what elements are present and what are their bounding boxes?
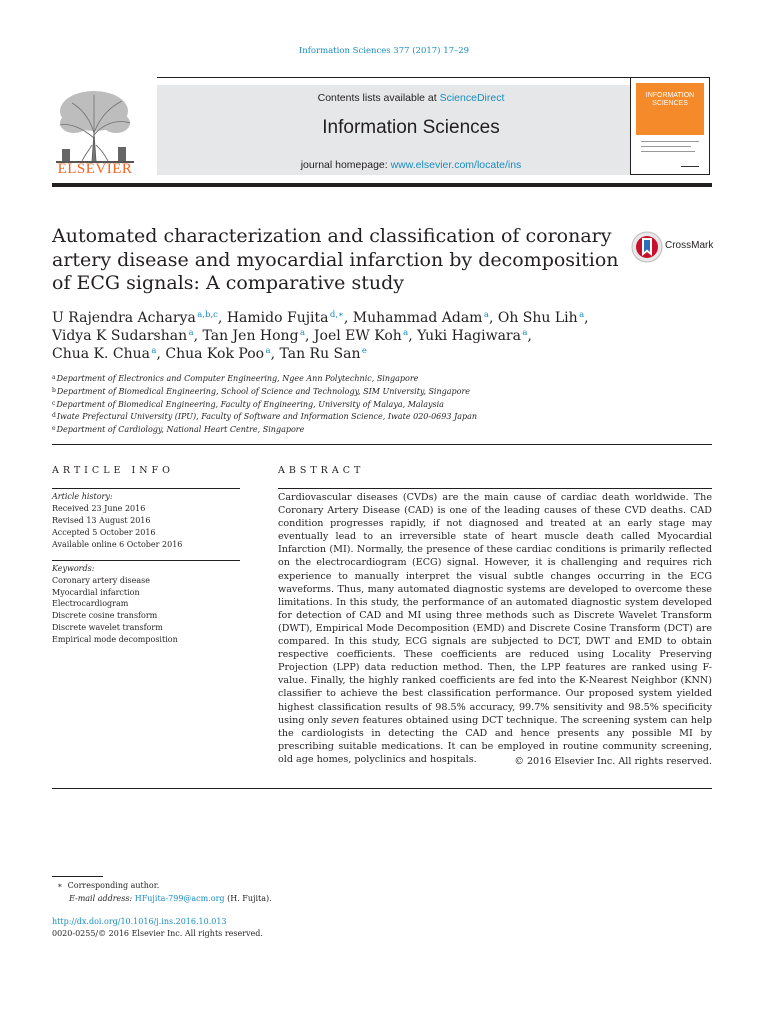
issn-copyright: 0020-0255/© 2016 Elsevier Inc. All rights reserved. [52,929,263,938]
article-info-rule [52,560,240,561]
homepage-line [157,159,665,171]
affiliation [52,385,712,398]
keyword: Myocardial infarction [52,587,140,597]
author-name: Vidya K Sudarshan [52,328,188,344]
author-name: Oh Shu Lih [497,310,578,326]
author-affiliation-mark[interactable]: d,∗ [329,310,344,320]
abstract-text-part: Cardiovascular diseases (CVDs) are the main cause of cardiac death worldwide. The Coronary Artery Disease (CAD) is one of the leading causes of these CVD deaths. CAD condition progresses rapidly, if not diagnosed and treated at an early stage may eventually lead to an irreversible state of heart muscle death called Myocardial Infarction (MI). Normally, the presence of these cardiac conditions is primarily reflected on the electrocardiogram (ECG) signal. However, it is challenging and requires rich experience to manually interpret the visual subtle changes occurring in the ECG waveforms. Thus, many automated diagnostic systems are developed to overcome these limitations. In this study, the performance of an automated diagnostic system developed for detection of CAD and MI using three methods such as Discrete Wavelet Transform (DWT), Empirical Mode Decomposition (EMD) and Discrete Cosine Transform (DCT) are compared. In this study, ECG signals are subjected to DCT, DWT and EMD to obtain respective coefficients. These coefficients are reduced using Locality Preserving Projection (LPP) data reduction method. Then, the LPP features are ranked using F-value. Finally, the highly ranked coefficients are fed into the K-Nearest Neighbor (KNN) classifier to achieve the best classification performance. Our proposed system yielded highest classification results of 98.5% accuracy, 99.7% sensitivity and 98.5% specificity using only [278,492,712,726]
article-info-heading: ARTICLE INFO [52,465,174,476]
author-affiliation-mark[interactable]: a [151,346,157,356]
author-name: Hamido Fujita [226,310,329,326]
section-divider [52,788,712,789]
author [52,346,156,362]
cover-title-line1: INFORMATION [645,92,695,99]
corresponding-text: Corresponding author. [67,881,160,890]
affiliation [52,398,712,411]
keyword: Discrete wavelet transform [52,622,163,632]
author-name: Muhammad Adam [352,310,483,326]
history-item: Received 23 June 2016 [52,504,146,513]
affiliation-text: Iwate Prefectural University (IPU), Faculty of Software and Information Science, Iwate 020-0693 Japan [56,412,478,422]
affiliation [52,372,712,385]
masthead-box [157,85,665,175]
author-name: Yuki Hagiwara [417,328,521,344]
journal-title: Information Sciences [322,117,500,138]
history-item: Accepted 5 October 2016 [52,528,156,537]
keywords-list [52,563,240,646]
corresponding-mark: ∗ [57,881,63,890]
author [498,310,584,326]
masthead-top-rule [157,77,665,78]
cover-title [636,92,704,108]
cover-title-line2: SCIENCES [652,100,688,107]
corresponding-author-note [52,880,552,893]
author [417,328,527,344]
history-item: Revised 13 August 2016 [52,516,151,525]
journal-reference[interactable]: Information Sciences 377 (2017) 17–29 [298,46,470,56]
author-list: U Rajendra Acharya $^{a,b,c}$, Hamido Fujita $^{d,∗}$, Muhammad Adam $^a$, Oh Shu Lih $^a$, Vidya K Sudarshan $^a$, Tan Jen Hong $^a$, Joel EW Koh $^a$, Yuki Hagiwara $^a$, Chua K. Chua $^a$, Chua Kok Poo $^a$, Tan Ru San $^e$ [52,310,589,362]
masthead-bottom-rule [52,183,712,187]
affiliation-mark: b [52,386,56,394]
author-affiliation-mark[interactable]: a [299,328,306,338]
doi-block [52,916,552,940]
abstract-body [278,491,712,766]
paper-title: Automated characterization and classification of coronary artery disease and myocardial infarction by decomposition of ECG signals: A comparative study [52,225,619,294]
crossmark-badge[interactable] [631,231,713,263]
email-link[interactable]: HFujita-799@acm.org [134,893,225,903]
author-affiliation-mark[interactable]: a [483,310,489,320]
affiliation-text: Department of Biomedical Engineering, School of Science and Technology, SIM University, Singapore [56,386,471,396]
keyword: Discrete cosine transform [52,611,158,621]
cover-text-line [641,146,691,147]
affiliation-mark: a [52,374,56,381]
author-name: Tan Jen Hong [202,328,299,344]
journal-cover-thumbnail[interactable] [630,77,710,175]
author [52,328,194,344]
affiliation [52,423,712,436]
affiliation-mark: d [52,412,56,420]
author-name: Joel EW Koh [313,328,402,344]
cover-orange-band [636,83,704,135]
abstract-heading: ABSTRACT [278,465,365,476]
article-info-rule [52,488,240,489]
journal-homepage-link[interactable]: www.elsevier.com/locate/ins [390,159,522,171]
doi-link[interactable]: http://dx.doi.org/10.1016/j.ins.2016.10.013 [52,917,227,926]
author-name: Tan Ru San [279,346,361,362]
author [279,346,366,362]
cover-text-line [641,141,699,142]
affiliation-text: Department of Biomedical Engineering, Faculty of Engineering, University of Malaya, Malaysia [56,399,444,409]
history-item: Available online 6 October 2016 [52,540,183,549]
author-name: U Rajendra Acharya [52,310,196,326]
email-note [52,893,552,906]
abstract-rule [278,488,712,489]
elsevier-wordmark: ELSEVIER [57,161,133,177]
keyword: Coronary artery disease [52,575,150,585]
author-affiliation-mark[interactable]: a [188,328,194,338]
author [227,310,344,326]
affiliation-text: Department of Electronics and Computer Engineering, Ngee Ann Polytechnic, Singapore [56,374,419,383]
affiliation [52,410,712,423]
article-history [52,491,240,551]
author-affiliation-mark[interactable]: a [403,328,409,338]
affiliation-list [52,372,712,436]
author [202,328,305,344]
author [52,310,218,326]
author-affiliation-mark[interactable]: a,b,c [197,310,218,320]
author-name: Chua Kok Poo [165,346,265,362]
history-label: Article history: [52,492,113,501]
abstract-copyright: © 2016 Elsevier Inc. All rights reserved. [514,756,712,767]
author-affiliation-mark[interactable]: e [361,346,367,356]
affiliation-text: Department of Cardiology, National Heart Centre, Singapore [56,425,305,435]
keywords-label: Keywords: [52,564,95,573]
cover-text-line [681,166,699,167]
crossmark-label: CrossMark [665,240,714,251]
email-label: E-mail address: [69,893,133,903]
keyword: Empirical mode decomposition [52,634,178,644]
abstract-italic-word: seven [331,714,360,726]
abstract-text-part: features obtained using DCT technique. The screening system can help the cardiologists in detecting the CAD and hence presents any possible MI by prescribing suitable medications. It can be employed in routine community screening, old age homes, polyclinics and hospitals. [278,714,712,765]
author-name: Chua K. Chua [52,346,150,362]
author-affiliation-mark[interactable]: a [579,310,585,320]
cover-text-line [641,151,695,152]
contents-line [157,92,665,104]
crossmark-icon [631,231,663,263]
keyword: Electrocardiogram [52,599,129,609]
author [353,310,489,326]
affiliation-mark: c [52,399,56,407]
journal-masthead [52,77,712,189]
author [314,328,408,344]
email-suffix: (H. Fujita). [224,893,272,903]
footnote-rule [52,876,103,877]
contents-prefix: Contents lists available at [317,92,440,104]
section-divider [52,444,712,445]
footnotes [52,880,552,905]
homepage-prefix: journal homepage: [300,159,391,171]
sciencedirect-link[interactable]: ScienceDirect [439,92,505,104]
author [165,346,270,362]
affiliation-mark: e [52,425,56,433]
author-affiliation-mark[interactable]: a [522,328,528,338]
author-affiliation-mark[interactable]: a [265,346,271,356]
